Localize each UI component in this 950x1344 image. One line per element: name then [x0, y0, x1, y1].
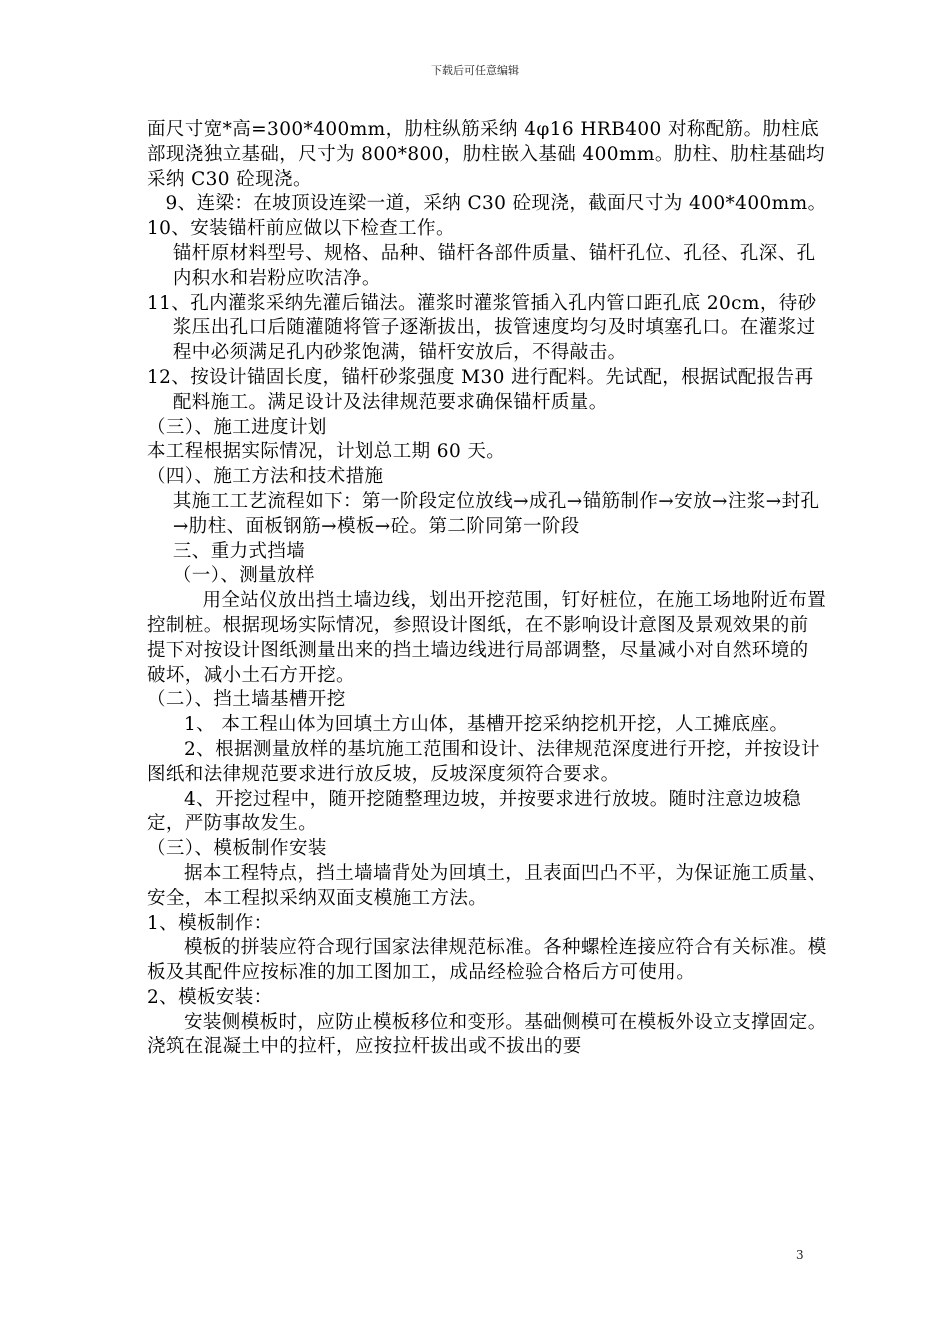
paragraph: 本工程根据实际情况，计划总工期 60 天。 — [147, 441, 506, 463]
subheading: 1、模板制作： — [147, 912, 273, 934]
paragraph: 用全站仪放出挡土墙边线，划出开挖范围，钉好桩位，在施工场地附近布置控制桩。根据现场实际情况，参照设计图纸，在不影响设计意图及景观效果的前提下对按设计图纸测量出来的挡土墙边线进行局部调整，尽量减小对自然环境的破坏，减小土石方开挖。 — [147, 590, 827, 686]
section-heading: （一）、测量放样 — [172, 565, 315, 587]
list-item: 11、孔内灌浆采纳先灌后锚法。灌浆时灌浆管插入孔内管口距孔底 20cm，待砂浆压出孔口后随灌随将管子逐渐拔出，拔管速度均匀及时填塞孔口。在灌浆过程中必须满足孔内砂浆饱满，锚杆安放后，不得敲击。 — [147, 292, 817, 364]
section-heading: （三）、施工进度计划 — [147, 416, 327, 438]
page-number: 3 — [796, 1248, 804, 1262]
section-heading: （二）、挡土墙基槽开挖 — [147, 689, 346, 711]
page-header: 下载后可任意编辑 — [431, 64, 519, 77]
subheading: 2、模板安装： — [147, 986, 273, 1008]
section-heading: （四）、施工方法和技术措施 — [147, 466, 384, 488]
paragraph: 2、根据测量放样的基坑施工范围和设计、法律规范深度进行开挖，并按设计图纸和法律规范要求进行放反坡，反坡深度须符合要求。 — [147, 738, 820, 785]
paragraph: 面尺寸宽*高=300*400mm，肋柱纵筋采纳 4φ16 HRB400 对称配筋。肋柱底部现浇独立基础，尺寸为 800*800，肋柱嵌入基础 400mm。肋柱、肋柱基础均采纳 C30 砼现浇。 — [147, 119, 825, 190]
paragraph: 模板的拼装应符合现行国家法律规范标准。各种螺栓连接应符合有关标准。模板及其配件应按标准的加工图加工，成品经检验合格后方可使用。 — [147, 937, 827, 984]
list-item: 12、按设计锚固长度，锚杆砂浆强度 M30 进行配料。先试配，根据试配报告再配料施工。满足设计及法律规范要求确保锚杆质量。 — [147, 366, 814, 413]
paragraph: 据本工程特点，挡土墙墙背处为回填土，且表面凹凸不平，为保证施工质量、安全，本工程拟采纳双面支模施工方法。 — [147, 862, 827, 909]
paragraph: 其施工工艺流程如下：第一阶段定位放线→成孔→锚筋制作→安放→注浆→封孔→肋柱、面板钢筋→模板→砼。第二阶同第一阶段 — [172, 490, 820, 537]
paragraph: 1、 本工程山体为回填土方山体，基槽开挖采纳挖机开挖，人工摊底座。 — [184, 714, 789, 736]
section-heading: 三、重力式挡墙 — [172, 540, 306, 562]
list-item-heading: 10、安装锚杆前应做以下检查工作。 — [147, 218, 455, 240]
paragraph: 9、连梁：在坡顶设连梁一道，采纳 C30 砼现浇，截面尺寸为 400*400mm。 — [165, 193, 827, 215]
paragraph: 安装侧模板时，应防止模板移位和变形。基础侧模可在模板外设立支撑固定。浇筑在混凝土中的拉杆，应按拉杆拔出或不拔出的要 — [147, 1011, 827, 1058]
paragraph: 锚杆原材料型号、规格、品种、锚杆各部件质量、锚杆孔位、孔径、孔深、孔内积水和岩粉应吹洁净。 — [172, 242, 816, 289]
section-heading: （三）、模板制作安装 — [147, 838, 327, 860]
paragraph: 4、开挖过程中，随开挖随整理边坡，并按要求进行放坡。随时注意边坡稳定，严防事故发生。 — [147, 788, 801, 835]
document-body — [147, 118, 827, 1060]
